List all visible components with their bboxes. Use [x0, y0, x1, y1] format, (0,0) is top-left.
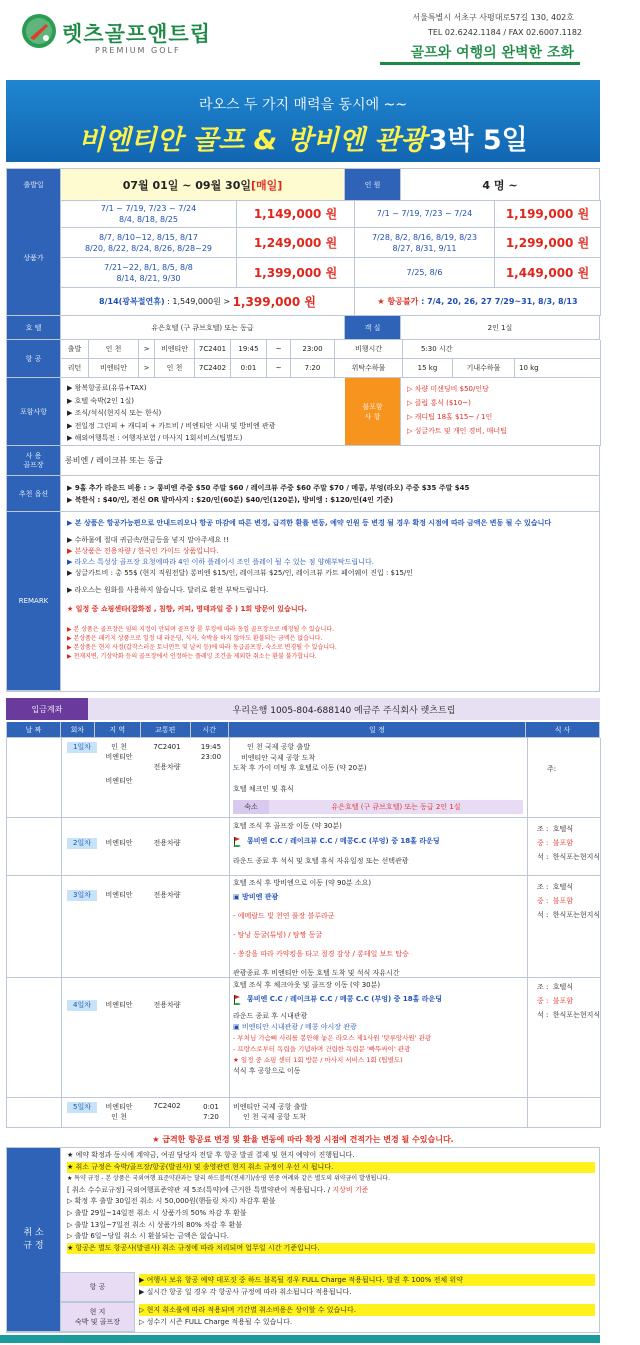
col-divider	[229, 738, 230, 1128]
flight-val: 10 kg	[515, 359, 601, 378]
logo-text: 렛츠골프앤트립	[62, 22, 212, 46]
special-price-sale: 1,399,000 원	[232, 295, 316, 309]
cancel-local-line: ▷ 현지 취소룰에 따라 적용되며 기간별 취소비용은 상이할 수 있습니다.	[139, 1304, 595, 1316]
flight-key: 비행시간	[335, 340, 403, 359]
blackout-value: : 7/4, 20, 26, 27 7/29~31, 8/3, 8/13	[418, 297, 578, 306]
excludes-list	[407, 382, 597, 438]
schedule-line: 롱비엔 C.C / 레이크뷰 C.C / 메콩C.C (부엉) 중 18홀 라운딩	[247, 836, 440, 845]
col-region: 지 역	[95, 722, 141, 738]
day-label: 5일차	[67, 1102, 97, 1113]
remark-item: ▶ 라오스 특성상 골프장 요청에따라 4인 이하 플레이시 조인 플레이 될 수 있는 점 양해부탁드립니다.	[67, 558, 374, 566]
meal: 중 : 불포함	[537, 839, 574, 847]
price-left: 1,249,000 원	[237, 228, 355, 258]
include-item: ▶ 전일정 그린피 + 캐디피 + 카트비 / 비엔티안 시내 및 방비엔 관광	[67, 421, 276, 430]
cancel-local-line: ▷ 성수기 시즌 FULL Charge 적용될 수 있습니다.	[139, 1318, 293, 1326]
price-right: 1,199,000 원	[495, 200, 601, 228]
cancel-line: ★ 특약 규정 - 본 상품은 국외여행 표준약관과는 달리 하드블럭(전세기)/송영 연중 여례와 같은 별도의 위약금이 발생됩니다.	[67, 1175, 390, 1183]
transport: 전용차량	[153, 891, 181, 899]
region	[97, 762, 141, 772]
schedule-line: 호텔 조식 후 체크아웃 및 골프장 이동 (약 30분)	[233, 981, 381, 989]
slogan: 골프와 여행의 완벽한 조화	[410, 45, 574, 61]
price-row	[61, 228, 601, 258]
hotel-value: 유은호텔 (구 큐브호텔) 또는 동급	[61, 316, 345, 340]
schedule-line: 석식 후 공항으로 이동	[233, 1067, 301, 1075]
meal-list	[537, 822, 600, 864]
flight-dash: ~	[267, 340, 291, 359]
col-divider	[600, 738, 601, 1128]
meal: 석 : 한식포는현지식	[537, 911, 601, 919]
region: 비엔티안	[105, 753, 133, 761]
schedule-line: 롱비엔 C.C / 레이크뷰 C.C / 메콩 C.C (부엉) 중 18홀 라운딩	[247, 995, 443, 1003]
exclude-item: ▷ 싱글카트 및 개인 경비, 매너팁	[407, 427, 507, 435]
col-date: 날 짜	[7, 722, 61, 738]
stay-label: 숙소	[233, 800, 269, 814]
include-item: ▶ 해외여행특전 : 여행자보험 / 마사지 1회서비스(팁별도)	[67, 434, 243, 442]
logo-subtext: PREMIUM GOLF	[95, 46, 181, 55]
cancel-air	[139, 1274, 595, 1298]
remark-section	[6, 512, 600, 692]
schedule-line: - 프랑스로부터 독립을 기념하며 건립한 독립문 '빠뚜싸이' 관광	[233, 1045, 411, 1053]
exclude-item: ▷ 캐디팁 18홀 $15~ / 1인	[407, 413, 493, 421]
schedule-line: 도착 후 가이 미팅 후 호텔로 이동 (약 20분)	[233, 764, 367, 772]
exclude-item: ▷ 클럽 홍식 ($10~)	[407, 399, 471, 407]
golf-flag-icon	[233, 995, 241, 1005]
flight-arrow: >	[139, 359, 155, 378]
blackout-dates	[355, 288, 601, 316]
header-divider	[380, 62, 580, 65]
flight-section	[6, 340, 600, 378]
cancel-line-tail: 지상비 기준	[332, 1185, 369, 1194]
schedule-line: 호텔 체크인 및 휴식	[233, 784, 294, 793]
price-right: 1,299,000 원	[495, 228, 601, 258]
special-price-date: 8/14(광복절연휴)	[99, 297, 165, 306]
banner-subtitle: 라오스 두 가지 매력을 동시에 ~~	[199, 97, 407, 113]
price-label: 상품가	[7, 200, 61, 316]
cancel-line: ★ 취소 규정은 숙박/골프장/항공(발권사) 및 송영관련 현지 취소 규정이 우선 시 됩니다.	[67, 1162, 595, 1174]
col-divider	[527, 738, 528, 1128]
remark-item: ▶ 본상품은 전용차량 / 한국인 가이드 상품입니다.	[67, 547, 219, 555]
transport	[143, 752, 191, 762]
header	[0, 0, 640, 80]
cancel-line: ▷ 출발 6일~당일 취소 시 환불되는 금액은 없습니다.	[67, 1232, 229, 1241]
col-round: 회차	[61, 722, 95, 738]
flight-dir: 리턴	[61, 359, 89, 378]
schedule-line: - 에메랄드 빛 천연 풀장 블루라군	[233, 912, 335, 920]
deposit-row	[6, 698, 600, 720]
option-item: ▶ 북한식 : $40/인, 전신 OR 발마사지 : $20/인(60분) $40/인(120분), 방비엥 : $120/인(4인 기준)	[67, 495, 394, 504]
itinerary-table	[6, 722, 600, 1128]
schedule-line: 비엔티안 국제 공항 도착	[241, 753, 316, 762]
hotel-label: 호 텔	[7, 316, 61, 340]
people-label: 인 원	[345, 169, 401, 201]
schedule-line: - 부처님 가슴뼈 사리를 봉안해 놓은 라오스 제1사원 '탓루앙사원' 관광	[233, 1034, 432, 1042]
schedule-line: 라운드 종료 후 석식 및 호텔 휴식 자유일정 또는 선택관광	[233, 856, 409, 865]
banner-title-row	[6, 118, 600, 157]
region: 비엔티안	[105, 1001, 133, 1009]
time: 7:20	[203, 1113, 219, 1121]
schedule-highlight	[233, 994, 527, 1005]
remark-item: ▶ 라오스는 원화를 사용하지 않습니다. 달러로 환전 부탁드립니다.	[67, 586, 269, 594]
flight-arr: 23:00	[291, 340, 335, 359]
time: 19:45	[200, 743, 222, 751]
day-transport	[143, 742, 191, 772]
col-time: 시간	[191, 722, 229, 738]
remark-item: ▶ 수하물에 절대 귀금속/현금등을 넣지 말아주세요 !!	[67, 536, 229, 544]
schedule-line: 인 천 국제 공항 도착	[243, 1113, 306, 1121]
flight-from: 인 천	[89, 340, 139, 359]
schedule-line	[233, 960, 527, 968]
col-schedule: 일 정	[229, 722, 527, 738]
schedule-line	[233, 774, 527, 784]
flight-code: 7C2402	[195, 359, 231, 378]
room-label: 객 실	[345, 316, 401, 340]
flight-label: 항 공	[7, 340, 61, 378]
meal: 석 : 한식포는현지식	[537, 853, 601, 861]
cancel-line: ▷ 확정 후 출발 30일전 취소 시 50,000원(핸들링 차지) 차감후 환불	[67, 1197, 276, 1206]
flight-dep: 19:45	[231, 340, 267, 359]
table-border	[600, 378, 601, 446]
schedule-line: ★ 일정 중 쇼핑 센터 1회 방문 / 마사지 서비스 1회 (팁별도)	[233, 1056, 403, 1064]
deposit-value: 우리은행 1005-804-688140 예금주 주식회사 렛츠트립	[88, 698, 600, 720]
includes-list	[67, 382, 347, 445]
meal-list	[547, 764, 556, 774]
flight-arrow: >	[139, 340, 155, 359]
meal: 조 : 호텔식	[537, 825, 574, 833]
day-regions	[97, 1102, 141, 1122]
cancel-line-wrap	[67, 1185, 595, 1197]
stay-row	[233, 800, 523, 814]
hotel-row	[6, 316, 600, 340]
special-price-orig: : 1,549,000원 >	[164, 297, 233, 306]
day-schedule	[233, 878, 527, 979]
title-banner	[6, 80, 600, 162]
people-value: 4 명 ~	[401, 169, 600, 201]
day-label: 2일차	[67, 838, 97, 849]
deposit-label: 입금계좌	[6, 698, 88, 720]
meal-list	[537, 980, 600, 1022]
flight-key: 기내수하물	[453, 359, 515, 378]
flight-arr: 7:20	[291, 359, 335, 378]
remark-note: ▶ 본상품은 현지 사정(갑작스러운 토너먼트 및 날씨 등)에 따라 동급골프장, 숙소로 변경될 수 있습니다.	[67, 644, 337, 651]
flight-from: 비엔티안	[89, 359, 139, 378]
departure-value-cell	[61, 169, 345, 201]
remark-note: ▶ 본상품은 패키지 상품으로 일정 내 라운딩, 식사, 숙박을 하지 않아도 환불되는 금액은 없습니다.	[67, 635, 323, 642]
stay-value: 유은호텔 (구 큐브호텔) 또는 동급 2인 1실	[269, 800, 523, 814]
meal: 조 : 호텔식	[537, 983, 574, 991]
flight-to: 인 천	[155, 359, 195, 378]
day-label: 4일차	[67, 1000, 97, 1011]
price-dates-right: 7/1 ~ 7/19, 7/23 ~ 7/24	[355, 200, 495, 228]
golf-flag-icon	[233, 837, 241, 847]
meal: 중 : 불포함	[537, 997, 574, 1005]
price-row	[61, 200, 601, 228]
price-dates-right: 7/28, 8/2, 8/16, 8/19, 8/23 8/27, 8/31, 9/11	[355, 228, 495, 258]
meal-list	[537, 880, 600, 922]
flight-to: 비엔티안	[155, 340, 195, 359]
cancel-line: ▷ 출발 13일~7일전 취소 시 상품가의 80% 차감 후 환불	[67, 1220, 243, 1229]
room-value: 2인 1실	[401, 316, 600, 340]
meal: 조 : 호텔식	[537, 883, 574, 891]
price-section	[6, 200, 600, 316]
schedule-line	[233, 847, 527, 857]
flight-dep: 0:01	[231, 359, 267, 378]
includes-label: 포함사항	[7, 378, 61, 446]
region: 인 천	[111, 1113, 127, 1121]
flight-return-row	[61, 359, 601, 378]
cancel-air-label: 항 공	[61, 1272, 135, 1302]
price-change-warning: ★ 급격한 항공료 변경 및 환율 변동에 따라 확정 시점에 견적가는 변경 될 수있습니다.	[152, 1135, 454, 1144]
cancel-label: 취 소 규 정	[7, 1148, 61, 1332]
info-table	[6, 168, 600, 201]
time: 23:00	[200, 753, 222, 761]
itinerary-day	[7, 978, 601, 1098]
transport: 전용차량	[153, 839, 181, 847]
price-dates-left: 8/7, 8/10~12, 8/15, 8/17 8/20, 8/22, 8/24, 8/26, 8/28~29	[61, 228, 237, 258]
cancel-line: ★ 예약 확정과 동시에 계약금, 여권 담당자 전달 후 항공 발권 결제 및 현지 예약이 진행됩니다.	[67, 1151, 355, 1159]
schedule-line: - 쏭강을 따라 카약킹을 타고 절경 감상 / 롱테일 보트 탑승	[233, 950, 409, 958]
meal: 석 : 한식포는현지식	[537, 1011, 601, 1019]
remark-label: REMARK	[7, 512, 61, 691]
region: 비엔티안	[105, 777, 133, 785]
course-label: 사 용 골프장	[7, 446, 61, 476]
blackout-label: ★ 항공불가	[377, 297, 419, 306]
day-regions	[97, 742, 141, 786]
day-schedule	[233, 742, 527, 794]
price-left: 1,149,000 원	[237, 200, 355, 228]
cancel-local	[139, 1304, 595, 1328]
day-times	[193, 742, 229, 762]
excludes-label: 불포함 사 항	[345, 378, 401, 445]
itinerary-day	[7, 876, 601, 978]
day-label: 3일차	[67, 890, 97, 901]
remark-item: ▶ 싱글카트비 : 총 55$ (현지 직원전달) 롱비엔 $15/인, 레이크뷰 $25/인, 레이크뷰 카트 페어웨이 진입 : $15/인	[67, 569, 414, 577]
itinerary-header	[7, 722, 600, 738]
cancel-local-label: 현 지 숙박 및 골프장	[61, 1302, 135, 1332]
schedule-line: - 탐낭 동굴(튜빙) / 탐짱 동굴	[233, 931, 323, 939]
departure-value: 07월 01일 ~ 09월 30일	[122, 178, 251, 192]
cancel-line: [ 취소 수수료규정] 국외여행표준약관 제 5조(특약)에 근거한 특별약관이 적용됩니다. /	[67, 1185, 333, 1194]
price-left: 1,399,000 원	[237, 258, 355, 288]
region: 비엔티안	[105, 1103, 133, 1111]
flight-code: 7C2401	[195, 340, 231, 359]
region: 비엔티안	[105, 839, 133, 847]
schedule-line: 라운드 종료 후 시내관광	[233, 1012, 308, 1020]
price-dates-right: 7/25, 8/6	[355, 258, 495, 288]
course-row	[6, 446, 600, 476]
options-row	[6, 476, 600, 512]
col-meal: 식 사	[526, 722, 600, 738]
region: 인 천	[111, 743, 127, 751]
price-dates-left: 7/1 ~ 7/19, 7/23 ~ 7/24 8/4, 8/18, 8/25	[61, 200, 237, 228]
remark-note: ▶ 천재지변, 기상악화 등의 골프장에서 인정하는 플레잉 조건을 제외한 취소는 환불 불가합니다.	[67, 653, 317, 660]
include-item: ▶ 왕복항공료(유류+TAX)	[67, 384, 147, 392]
day-schedule	[233, 980, 527, 1077]
remark-shopping: ★ 일정 중 쇼핑센타(잡화점 , 침향, 커피, 명태과일 중 ) 1회 방문이 있습니다.	[67, 605, 307, 613]
banner-title: 비엔티안 골프 & 방비엔 관광	[78, 125, 427, 156]
meal: 중 : 불포함	[537, 897, 574, 905]
col-divider	[61, 738, 62, 1128]
itinerary-day	[7, 818, 601, 876]
flight-key: 위탁수하물	[335, 359, 403, 378]
region: 비엔티안	[105, 891, 133, 899]
options-label: 추천 옵션	[7, 476, 61, 512]
time: 0:01	[203, 1103, 219, 1111]
flight-dash: ~	[267, 359, 291, 378]
flight-val: 15 kg	[403, 359, 453, 378]
schedule-line: 호텔 조식 후 골프장 이동 (약 30분)	[233, 822, 342, 830]
transport: 7C2402	[153, 1102, 181, 1110]
schedule-line: 관광종료 후 비엔티안 이동 호텔 도착 및 석식 자유시간	[233, 969, 400, 977]
transport: 전용차량	[153, 763, 181, 771]
course-value: 롱비엔 / 레이크뷰 또는 동급	[61, 446, 600, 476]
cancel-content	[67, 1150, 595, 1254]
option-item: ▶ 9홀 추가 라운드 비용 : > 롱비엔 주중 $50 주말 $60 / 레이크뷰 주중 $60 주말 $70 / 메콩, 부엉(라오) 주중 $35 주말 $45	[67, 483, 470, 492]
price-special-row	[61, 288, 601, 316]
banner-duration: 3박 5일	[428, 125, 528, 156]
departure-label: 출발일	[7, 169, 61, 201]
day-schedule	[233, 1102, 527, 1122]
include-item: ▶ 호텔 숙박(2인 1실)	[67, 396, 134, 405]
day-label: 1일차	[67, 742, 97, 753]
schedule-line: 비엔티안 국제 공항 출발	[233, 1103, 308, 1111]
price-right: 1,449,000 원	[495, 258, 601, 288]
col-transport: 교통편	[141, 722, 191, 738]
itinerary-day	[7, 1098, 601, 1128]
schedule-line: 호텔 조식 후 방비엔으로 이동 (약 90분 소요)	[233, 879, 372, 887]
price-row	[61, 258, 601, 288]
day-times	[193, 1102, 229, 1122]
flight-out-row	[61, 340, 601, 359]
cancel-line: ▷ 출발 29일~14일전 취소 시 상품가의 50% 차감 후 환불	[67, 1208, 247, 1217]
schedule-line: ▣ 비엔티안 시내관광 / 메콩 야시장 관광	[233, 1023, 357, 1031]
departure-daily: [매일]	[250, 178, 283, 192]
remark-note: ▶ 본 상품은 골프장은 임의 지정이 안되며 골프장 룸 부킹에 따라 동일 골프장으로 배정될 수 있습니다.	[67, 626, 334, 633]
meal: 주:	[547, 765, 557, 773]
golf-logo-icon	[22, 14, 56, 48]
cancel-air-line: ▶ 실시간 항공 일 경우 각 항공사 규정에 따라 취소됩니다 적용됩니다.	[139, 1288, 352, 1296]
itinerary-day	[7, 738, 601, 818]
footer-bar	[0, 1335, 600, 1343]
include-item: ▶ 조식/석식(현지식 또는 한식)	[67, 409, 162, 417]
includes-section	[6, 378, 600, 446]
company-address: 서울특별시 서초구 사평대로57길 130, 402호	[412, 13, 574, 22]
cancel-section	[6, 1147, 600, 1333]
transport: 전용차량	[153, 1001, 181, 1009]
schedule-line: ▣ 방비엔 관광	[233, 893, 279, 901]
remark-top: ▶ 본 상품은 항공가능편으로 안내드리오나 항공 마감에 따른 변경, 급격한 환률 변동, 예약 인원 등 변경 될 경우 확정 시점에 따라 금액은 변동 될 수 있습니다	[67, 519, 552, 527]
day-schedule	[233, 822, 527, 866]
special-price	[61, 288, 355, 316]
price-dates-left: 7/21~22, 8/1, 8/5, 8/8 8/14, 8/21, 9/30	[61, 258, 237, 288]
schedule-highlight	[233, 837, 527, 847]
flight-dir: 출발	[61, 340, 89, 359]
transport: 7C2401	[153, 743, 181, 751]
price-rows	[61, 200, 601, 316]
company-tel-fax: TEL 02.6242.1184 / FAX 02.6007.1182	[427, 28, 582, 37]
flight-val: 5:30 시간	[403, 340, 601, 359]
schedule-line: 인 천 국제 공항 출발	[247, 743, 310, 751]
remark-content	[67, 518, 595, 661]
options-list	[61, 476, 600, 512]
exclude-item: ▷ 차량 미샌딩비 $50/인당	[407, 385, 489, 393]
cancel-line: ★ 항공은 별도 항공사(발권사) 취소 규정에 따라 처리되며 업무일 시간 기준입니다.	[67, 1243, 595, 1255]
cancel-air-line: ▶ 여행사 보유 항공 예약 데포짓 중 하드 블록될 경우 FULL Charge 적용됩니다. 발권 후 100% 전체 위약	[139, 1274, 595, 1286]
